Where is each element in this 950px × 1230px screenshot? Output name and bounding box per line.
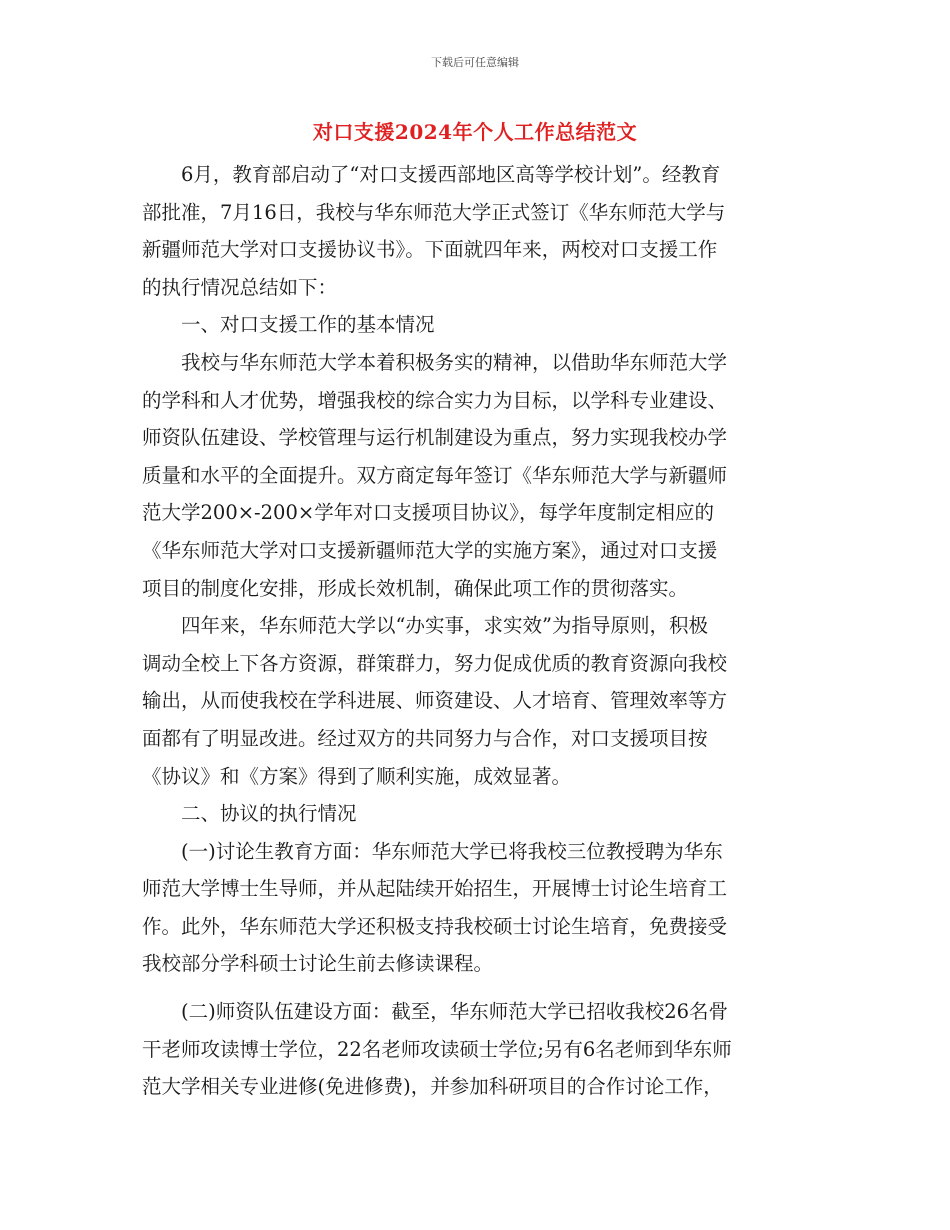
paragraph-first-line: 我校与华东师范大学本着积极务实的精神，以借助华东师范大学 <box>181 350 728 374</box>
paragraph-first-line: (一)讨论生教育方面：华东师范大学已将我校三位教授聘为华东 <box>181 839 723 863</box>
paragraph-first-line: 6月，教育部启动了“对口支援西部地区高等学校计划”。经教育 <box>181 163 721 186</box>
paragraph-line: 师范大学博士生导师，并从起陆续开始招生，开展博士讨论生培育工 <box>142 877 728 901</box>
paragraph-line: 输出，从而使我校在学科进展、师资建设、人才培育、管理效率等方 <box>142 689 728 713</box>
paragraph-line: 作。此外，华东师范大学还积极支持我校硕士讨论生培育，免费接受 <box>142 914 728 938</box>
paragraph-line: 范大学200×-200×学年对口支援项目协议》，每学年度制定相应的 <box>142 501 714 525</box>
paragraph-line: 我校部分学科硕士讨论生前去修读课程。 <box>142 952 494 976</box>
document-title: 对口支援2024年个人工作总结范文 <box>312 120 638 144</box>
paragraph-line: 新疆师范大学对口支援协议书》。下面就四年来，两校对口支援工作 <box>142 238 718 262</box>
paragraph-line: 干老师攻读博士学位，22名老师攻读硕士学位;另有6名老师到华东师 <box>142 1037 732 1061</box>
paragraph-line: 质量和水平的全面提升。双方商定每年签订《华东师范大学与新疆师 <box>142 463 728 487</box>
paragraph-line: 的执行情况总结如下： <box>142 275 338 299</box>
paragraph-line: 面都有了明显改进。经过双方的共同努力与合作，对口支援项目按 <box>142 726 708 750</box>
paragraph-line: 师资队伍建设、学校管理与运行机制建设为重点，努力实现我校办学 <box>142 426 728 450</box>
paragraph-first-line: (二)师资队伍建设方面：截至，华东师范大学已招收我校26名骨 <box>181 1000 729 1024</box>
paragraph-first-line: 二、协议的执行情况 <box>181 802 357 826</box>
paragraph-line: 调动全校上下各方资源，群策群力，努力促成优质的教育资源向我校 <box>142 651 728 675</box>
header-note: 下载后可任意编辑 <box>431 56 519 69</box>
paragraph-line: 《华东师范大学对口支援新疆师范大学的实施方案》，通过对口支援 <box>142 538 718 562</box>
paragraph-line: 范大学相关专业进修(免进修费)，并参加科研项目的合作讨论工作， <box>142 1075 723 1099</box>
paragraph-first-line: 一、对口支援工作的基本情况 <box>181 313 435 337</box>
paragraph-line: 的学科和人才优势，增强我校的综合实力为目标，以学科专业建设、 <box>142 388 728 412</box>
paragraph-line: 《协议》和《方案》得到了顺利实施，成效显著。 <box>142 764 572 788</box>
paragraph-first-line: 四年来，华东师范大学以“办实事，求实效”为指导原则，积极 <box>181 614 708 638</box>
document-body <box>142 156 810 1106</box>
paragraph-line: 部批准，7月16日，我校与华东师范大学正式签订《华东师范大学与 <box>142 200 726 224</box>
paragraph-line: 项目的制度化安排，形成长效机制，确保此项工作的贯彻落实。 <box>142 576 689 600</box>
